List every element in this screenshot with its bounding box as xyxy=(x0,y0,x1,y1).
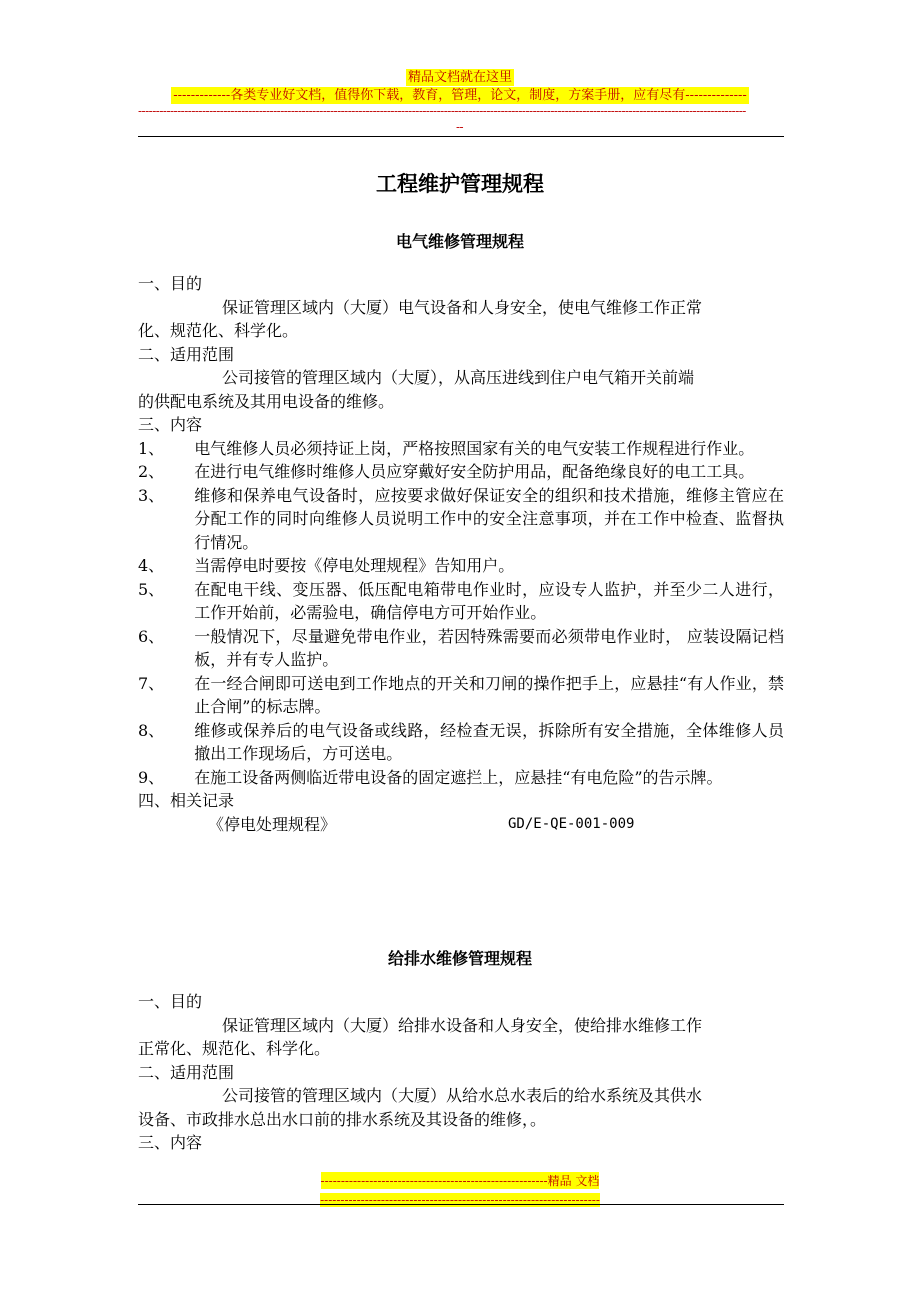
list-item xyxy=(138,484,784,555)
list-item-text: 维修和保养电气设备时，应按要求做好保证安全的组织和技术措施，维修主管应在分配工作的同时向维修人员说明工作中的安全注意事项，并在工作中检查、监督执行情况。 xyxy=(194,485,784,552)
document-title: 工程维护管理规程 xyxy=(376,172,544,196)
list-item-number: 5、 xyxy=(138,579,165,599)
heading-purpose: 一、目的 xyxy=(138,992,203,1011)
record-row xyxy=(138,813,784,837)
list-item-text: 电气维修人员必须持证上岗，严格按照国家有关的电气安装工作规程进行作业。 xyxy=(194,438,755,458)
paragraph-scope-2: 的供配电系统及其用电设备的维修。 xyxy=(138,391,395,411)
paragraph-purpose-2: 化、规范化、科学化。 xyxy=(138,321,299,340)
section-plumbing-body xyxy=(138,990,784,1155)
list-item-number: 2、 xyxy=(138,462,165,481)
list-item-text: 在施工设备两侧临近带电设备的固定遮拦上，应悬挂“有电危险”的告示牌。 xyxy=(194,767,723,787)
list-item-number: 1、 xyxy=(138,438,165,458)
paragraph-scope-1: 公司接管的管理区域内（大厦），从高压进线到住户电气箱开关前端 xyxy=(222,368,695,387)
footer-banner xyxy=(0,1170,920,1208)
list-item-text: 维修或保养后的电气设备或线路，经检查无误，拆除所有安全措施，全体维修人员撤出工作现场后，方可送电。 xyxy=(194,720,784,763)
list-item-text: 在进行电气维修时维修人员应穿戴好安全防护用品，配备绝缘良好的电工工具。 xyxy=(194,462,755,481)
list-item-number: 8、 xyxy=(138,720,165,740)
list-item xyxy=(138,578,784,625)
list-item-number: 7、 xyxy=(138,673,165,693)
heading-content: 三、内容 xyxy=(138,415,203,434)
heading-records: 四、相关记录 xyxy=(138,791,235,810)
footer-rule xyxy=(138,1204,784,1205)
list-item-number: 3、 xyxy=(138,485,165,505)
list-item xyxy=(138,460,784,484)
list-item-text: 一般情况下，尽量避免带电作业，若因特殊需要而必须带电作业时， 应装设隔记档板，并有专人监护。 xyxy=(194,626,784,669)
list-item xyxy=(138,672,784,719)
list-item xyxy=(138,437,784,461)
section-electrical-body xyxy=(138,272,784,836)
section-title-plumbing: 给排水维修管理规程 xyxy=(387,949,532,968)
header-text-1: 精品文档就在这里 xyxy=(407,70,512,85)
list-item xyxy=(138,554,784,578)
list-item xyxy=(138,766,784,790)
list-item xyxy=(138,719,784,766)
heading-scope: 二、适用范围 xyxy=(138,1062,235,1082)
section-title-electrical: 电气维修管理规程 xyxy=(395,232,524,251)
header-banner-top xyxy=(0,66,920,85)
paragraph-purpose-2: 正常化、规范化、科学化。 xyxy=(138,1039,331,1058)
list-item-text: 在一经合闸即可送电到工作地点的开关和刀闸的操作把手上，应悬挂“有人作业，禁止合闸”的标志牌。 xyxy=(194,673,784,716)
list-item-number: 4、 xyxy=(138,556,165,575)
footer-text-2: --------------------------------------------------------------------- xyxy=(320,1193,600,1207)
header-dash-tail: -- xyxy=(456,120,464,134)
footer-text-1: --------------------------------------------------------精品 文档 xyxy=(320,1174,600,1188)
heading-purpose: 一、目的 xyxy=(138,274,203,293)
list-item-number: 9、 xyxy=(138,767,165,787)
paragraph-scope-2: 设备、市政排水总出水口前的排水系统及其设备的维修，。 xyxy=(138,1109,547,1129)
list-item xyxy=(138,625,784,672)
heading-content: 三、内容 xyxy=(138,1133,203,1152)
header-banner-bottom xyxy=(0,84,920,103)
paragraph-purpose-1: 保证管理区域内（大厦）电气设备和人身安全，使电气维修工作正常 xyxy=(222,297,703,317)
heading-scope: 二、适用范围 xyxy=(138,344,235,364)
record-name: 《停电处理规程》 xyxy=(208,814,337,834)
paragraph-scope-1: 公司接管的管理区域内（大厦）从给水总水表后的给水系统及其供水 xyxy=(222,1086,703,1105)
paragraph-purpose-1: 保证管理区域内（大厦）给排水设备和人身安全，使给排水维修工作 xyxy=(222,1015,703,1035)
header-rule xyxy=(138,136,784,137)
header-text-2: -------------各类专业好文档，值得你下载，教育，管理，论文，制度，方案手册，应有尽有-------------- xyxy=(173,88,747,103)
record-code: GD/E-QE-001-009 xyxy=(508,815,635,832)
list-item-number: 6、 xyxy=(138,626,165,646)
header-dash-line: --------------------------------------------------------------------------------------------------------------------------------------------------------------------------- xyxy=(138,104,746,118)
list-item-text: 当需停电时要按《停电处理规程》告知用户。 xyxy=(194,556,515,575)
list-item-text: 在配电干线、变压器、低压配电箱带电作业时，应设专人监护，并至少二人进行，工作开始前，必需验电，确信停电方可开始作业。 xyxy=(194,579,784,622)
